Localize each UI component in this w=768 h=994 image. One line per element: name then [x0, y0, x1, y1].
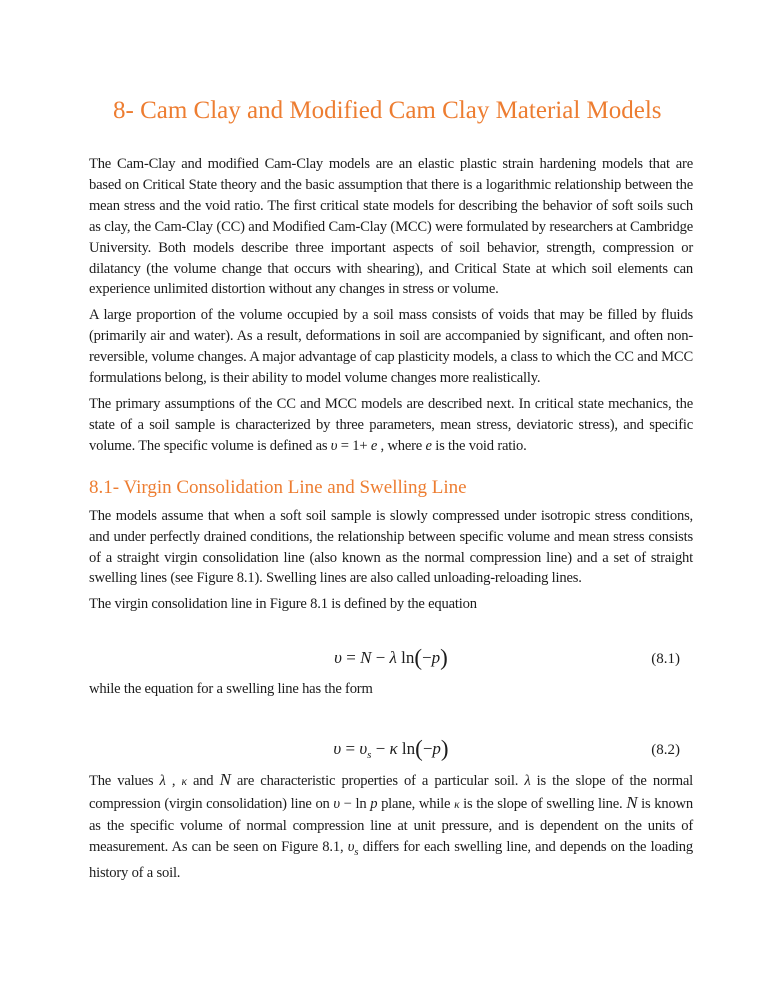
paragraph-intro-1: The Cam-Clay and modified Cam-Clay models are an elastic plastic strain hardening models that are based on Critical State theory and the basic assumption that there is a logarithmic relationship between the mean stress and the void ratio. The first critical state models for describing the behavior of soft soils such as clay, the Cam-Clay (CC) and Modified Cam-Clay (MCC) were formulated by researchers at Cambridge University. Both models describe three important aspects of soil behavior, strength, compression or dilatancy (the volume change that occurs with shearing), and Critical State at which soil elements can experience unlimited distortion without any changes in stress or volume. — [89, 156, 693, 298]
paragraph-equation-intro-2: while the equation for a swelling line has the form — [89, 681, 373, 698]
paragraph-intro-2: A large proportion of the volume occupied by a soil mass consists of voids that may be filled by fluids (primarily air and water). As a result, deformations in soil are accompanied by significant, and often non-reversible, volume changes. A major advantage of cap plasticity models, a class to which the CC and MCC formulations belong, is their ability to model volume changes more realistically. — [89, 307, 693, 387]
paragraph-equation-intro-1: The virgin consolidation line in Figure 8.1 is defined by the equation — [89, 596, 477, 613]
paragraph-intro-3: The primary assumptions of the CC and MCC models are described next. In critical state mechanics, the state of a soil sample is characterized by three parameters, mean stress, deviatoric stress), and specific volume. The specific volume is defined as υ = 1+ e , where e is the void ratio. — [89, 395, 693, 454]
document-body — [89, 94, 693, 884]
equation-8-2-number: (8.2) — [651, 742, 680, 759]
equation-8-1 — [89, 642, 693, 674]
equation-8-2 — [89, 733, 693, 765]
chapter-title: 8- Cam Clay and Modified Cam Clay Material Models — [113, 97, 662, 124]
paragraph-section-1: The models assume that when a soft soil sample is slowly compressed under isotropic stress conditions, and under perfectly drained conditions, the relationship between specific volume and mean stress consists of a straight virgin consolidation line (also known as the normal compression line) and a set of straight swelling lines (see Figure 8.1). Swelling lines are also called unloading-reloading lines. — [89, 507, 693, 587]
equation-8-1-body: υ = N − λ ln(−p) — [334, 645, 448, 671]
equation-8-1-number: (8.1) — [651, 651, 680, 668]
equation-8-2-body: $\upsilon = \upsilon_s - \kappa$ ln(−p) — [333, 736, 449, 762]
section-heading-8-1: 8.1- Virgin Consolidation Line and Swelling Line — [89, 476, 467, 498]
paragraph-section-closing: The values λ , κ and N are characteristic properties of a particular soil. λ is the slope of the normal compression (virgin consolidation) line on υ − ln p plane, while κ is the slope of swelling line. N is known as the specific volume of normal compression line at unit pressure, and is dependent on the units of measurement. As can be seen on Figure 8.1, $\upsilon_s$ differs for each swelling line, and depends on the loading history of a soil. — [89, 770, 693, 881]
